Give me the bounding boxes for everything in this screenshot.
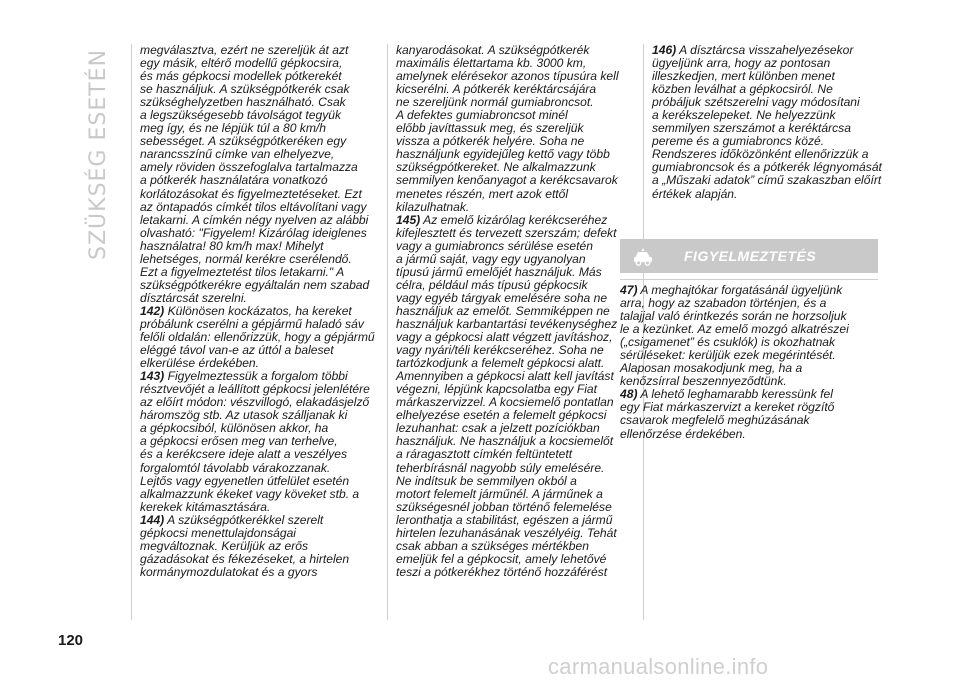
note-number: 143) <box>140 369 165 384</box>
text-line: ne szereljünk normál gumiabroncsot. <box>396 95 594 110</box>
text-line: leronthatja a stabilitást, egészen a jármű <box>396 512 613 527</box>
text-line: típusú jármű emelőjét használjuk. Más <box>396 264 602 279</box>
text-line: kerekek kitámasztására. <box>140 499 271 514</box>
text-line: 144) A szükségpótkerékkel szerelt <box>140 512 324 527</box>
text-line: 142) Különösen kockázatos, ha kereket <box>140 303 352 318</box>
text-line: megváltoznak. Kerüljük az erős <box>140 538 309 553</box>
text-line: próbálunk cserélni a gépjármű haladó sáv <box>140 316 364 331</box>
text-line: 146) A dísztárcsa visszahelyezésekor <box>652 43 854 57</box>
text-line: Rendszeres időközönként ellenőrizzük a <box>652 147 869 162</box>
text-line: használjunk egyidejűleg kettő vagy több <box>396 147 610 162</box>
text-line: a kerékszelepeket. Ne helyezzünk <box>652 108 836 123</box>
text-line: 143) Figyelmeztessük a forgalom többi <box>140 369 348 384</box>
text-line: 145) Az emelő kizárólag kerékcseréhez <box>396 212 608 227</box>
text-line: sérüléseket: kerüljük ezek megérintését. <box>620 348 836 363</box>
text-line: gumiabroncsok és a pótkerék légnyomását <box>652 160 882 175</box>
text-line: csavarok megfelelő meghúzásának <box>620 413 810 428</box>
text-line: korlátozásokat és figyelmeztetéseket. Ezt <box>140 186 362 201</box>
text-line: kanyarodásokat. A szükségpótkerék <box>396 43 590 57</box>
text-line: meg így, és ne lépjük túl a 80 km/h <box>140 121 326 136</box>
text-line: 47) A meghajtókar forgatásánál ügyeljünk <box>620 283 843 297</box>
note-number: 145) <box>396 212 421 227</box>
text-line: kenőzsírral beszennyeződtünk. <box>620 374 787 389</box>
text-line: a jármű saját, vagy egy ugyanolyan <box>396 251 586 266</box>
text-line: A defektes gumiabroncsot minél <box>396 108 568 123</box>
warning-label: FIGYELMEZTETÉS <box>684 248 817 264</box>
section-side-title: SZÜKSÉG ESETÉN <box>86 48 111 260</box>
text-line: eléggé távol van-e az úttól a baleset <box>140 343 334 358</box>
text-line: menetes részén, mert azok ettől <box>396 186 569 201</box>
text-line: felőli oldalán: ellenőrizzük, hogy a gépjármű <box>140 330 375 345</box>
text-line: alkalmazzunk ékeket vagy köveket stb. a <box>140 486 360 501</box>
text-line: ügyeljünk arra, hogy az pontosan <box>652 56 831 71</box>
text-column-2 <box>387 44 632 620</box>
text-line: kilazulhatnak. <box>396 199 470 214</box>
text-line: közben leválhat a gépkocsiról. Ne <box>652 82 833 97</box>
text-line: értékek alapján. <box>652 186 738 201</box>
text-line: a gépkocsi erősen meg van terhelve, <box>140 434 338 449</box>
text-line: célra, például más típusú gépkocsik <box>396 277 588 292</box>
text-line: talajjal való érintkezés során ne horzsoljuk <box>620 309 847 324</box>
text-line: ellenőrzése érdekében. <box>620 426 746 441</box>
text-line: hirtelen lezuhanásának veszélyéig. Tehát <box>396 525 617 540</box>
text-line: tartózkodjunk a felemelt gépkocsi alatt. <box>396 356 605 371</box>
text-line: gépkocsi menettulajdonságai <box>140 525 296 540</box>
text-line: illeszkedjen, mert különben menet <box>652 69 835 84</box>
text-line: Lejtős vagy egyenetlen útfelület esetén <box>140 473 350 488</box>
text-line: Ezt a figyelmeztetést tilos letakarni." A <box>140 264 345 279</box>
text-line: vagy a gépkocsi alatt végzett javításhoz, <box>396 330 613 345</box>
text-line: használjuk az emelőt. Semmiképpen ne <box>396 303 610 318</box>
text-line: maximális élettartama kb. 3000 km, <box>396 56 587 71</box>
text-line: a ráragasztott címkén feltüntetett <box>396 447 573 462</box>
text-line: háromszög stb. Az utasok szálljanak ki <box>140 408 348 423</box>
text-line: elhelyezése esetén a felemelt gépkocsi <box>396 408 607 423</box>
text-line: lezuhanhat: csak a jelzett pozíciókban <box>396 421 600 436</box>
text-line: és más gépkocsi modellek pótkerekét <box>140 69 342 84</box>
text-line: használjuk karbantartási tevékenységhez <box>396 316 618 331</box>
car-on-jack-warning-icon <box>632 245 654 267</box>
text-line: szükséghelyzetben használható. Csak <box>140 95 346 110</box>
text-line: és a kerékcsere ideje alatt a veszélyes <box>140 447 348 462</box>
text-line: a legszükségesebb távolságot tegyük <box>140 108 342 123</box>
text-line: arra, hogy az szabadon történjen, és a <box>620 296 827 311</box>
text-line: márkaszervizzel. A kocsiemelő pontatlan <box>396 395 614 410</box>
text-line: forgalomtól távolabb várakozzanak. <box>140 460 331 475</box>
text-line: a „Műszaki adatok” című szakaszban előírt <box>652 173 882 188</box>
text-line: gázadásokat és fékezéseket, a hirtelen <box>140 551 350 566</box>
text-line: amelynek elérésekor azonos típusúra kell <box>396 69 619 84</box>
page-number: 120 <box>58 632 84 649</box>
note-number: 47) <box>620 283 638 297</box>
text-line: szükségesnél jobban történő felemelése <box>396 499 612 514</box>
text-line: Amennyiben a gépkocsi alatt kell javítást <box>396 369 614 384</box>
text-line: Alaposan mosakodjunk meg, ha a <box>620 361 803 376</box>
text-line: egy másik, eltérő modellű gépkocsira, <box>140 56 343 71</box>
text-line: semmilyen szerszámot a keréktárcsa <box>652 121 851 136</box>
text-line: teszi a pótkerékhez történő hozzáférést <box>396 564 608 579</box>
text-line: kormánymozdulatokat és a gyors <box>140 564 318 579</box>
text-line: a gépkocsiból, különösen akkor, ha <box>140 421 329 436</box>
text-line: vagy a gumiabroncs sérülése esetén <box>396 238 593 253</box>
text-line: csak abban a szükséges mértékben <box>396 538 589 553</box>
text-line: próbáljuk szétszerelni vagy módosítani <box>652 95 860 110</box>
text-line: vagy egyéb tárgyak emelésére soha ne <box>396 290 608 305</box>
text-line: semmilyen kenőanyagot a kerékcsavarok <box>396 173 618 188</box>
text-line: elkerülése érdekében. <box>140 356 260 371</box>
text-line: dísztárcsát szerelni. <box>140 290 247 305</box>
text-line: használjuk. Ne használjuk a kocsiemelőt <box>396 434 614 449</box>
text-line: vissza a pótkerék helyére. Soha ne <box>396 134 585 149</box>
text-line: emeljük fel a gépkocsit, amely lehetővé <box>396 551 607 566</box>
text-line: se használjuk. A szükségpótkerék csak <box>140 82 350 97</box>
text-column-1 <box>131 44 376 620</box>
text-line: kifejlesztett és tervezett szerszám; defekt <box>396 225 617 240</box>
text-line: szükségpótkereket. Ne alkalmazzunk <box>396 160 596 175</box>
text-line: letakarni. A címkén négy nyelven az alábbi <box>140 212 369 227</box>
warning-text <box>620 279 878 441</box>
text-line: előbb javíttassuk meg, és szereljük <box>396 121 584 136</box>
text-line: szükségpótkerékre egyáltalán nem szabad <box>140 277 370 292</box>
watermark: carmanualsonline.info <box>548 654 769 679</box>
text-line: teherbírásnál nagyobb súly emelésére. <box>396 460 605 475</box>
note-number: 144) <box>140 512 165 527</box>
text-line: résztvevőjét a leállított gépkocsi jelenlétére <box>140 382 370 397</box>
text-line: az öntapadós címkét tilos eltávolítani vagy <box>140 199 367 214</box>
note-number: 48) <box>620 387 638 402</box>
note-number: 142) <box>140 303 165 318</box>
note-number: 146) <box>652 43 677 57</box>
text-line: narancsszínű címke van elhelyezve, <box>140 147 335 162</box>
text-line: („csigamenet” és csuklók) is okozhatnak <box>620 335 836 350</box>
text-line: az előírt módon: vészvillogó, elakadásjelző <box>140 395 370 410</box>
text-line: egy Fiat márkaszervizt a kereket rögzítő <box>620 400 835 415</box>
text-line: motort felemelt járműnél. A járműnek a <box>396 486 603 501</box>
warning-header <box>620 239 878 273</box>
text-line: lehetséges, normál kerékre cserélendő. <box>140 251 352 266</box>
text-line: végezni, lépjünk kapcsolatba egy Fiat <box>396 382 598 397</box>
text-line: pereme és a gumiabroncs közé. <box>652 134 825 149</box>
text-line: le a kezünket. Az emelő mozgó alkatrészei <box>620 322 849 337</box>
text-line: megválasztva, ezért ne szereljük át azt <box>140 43 349 57</box>
text-line: Ne indítsuk be semmilyen okból a <box>396 473 577 488</box>
text-line: kicserélni. A pótkerék keréktárcsájára <box>396 82 597 97</box>
text-line: amely röviden összefoglalva tartalmazza <box>140 160 358 175</box>
text-line: olvasható: "Figyelem! Kizárólag ideiglenes <box>140 225 367 240</box>
text-line: sebességet. A szükségpótkeréken egy <box>140 134 347 149</box>
text-line: vagy nyári/téli kerékcseréhez. Soha ne <box>396 343 604 358</box>
text-line: használatra! 80 km/h max! Mihelyt <box>140 238 324 253</box>
text-line: 48) A lehető leghamarabb keressünk fel <box>620 387 833 402</box>
text-line: a pótkerék használatára vonatkozó <box>140 173 328 188</box>
